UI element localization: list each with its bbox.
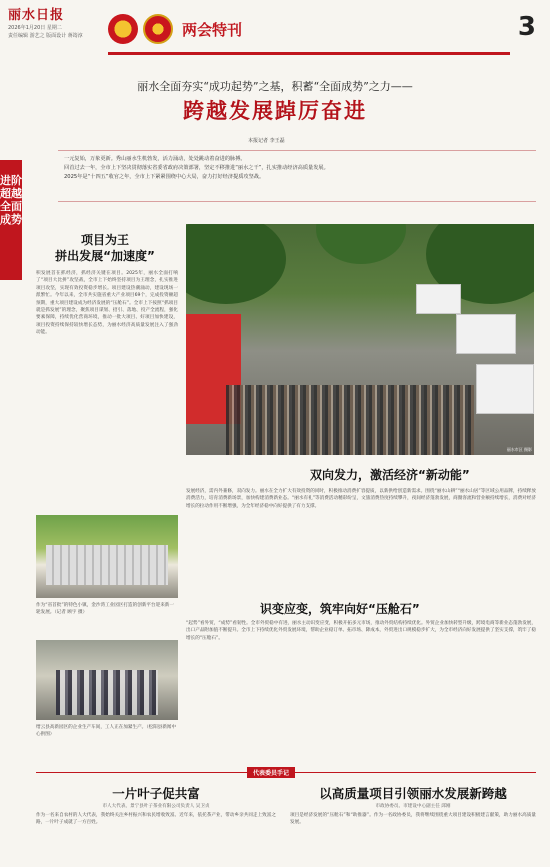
editors-line: 责任编辑 游艺之 版面设计 蒋筠淳 [8, 33, 83, 39]
right-article-title: 以高质量项目引领丽水发展新跨越 [319, 786, 507, 801]
side-banner-text: 全面 [0, 200, 22, 213]
side-banner-text: 进阶 [0, 174, 22, 187]
headline-kicker: 丽水全面夯实“成功起势”之基，积蓄“全面成势”之力—— [137, 80, 413, 93]
byline: 本报记者 李王磊 [248, 138, 285, 144]
right-article-body: 项目是经济发展的“压舱石”和“助推器”。作为一名政协委员，我将继续围绕重大项目建设积极建言献策，助力丽水高质量发展。 [290, 813, 536, 826]
main-photo [186, 224, 534, 455]
left-article-title: 一片叶子促共富 [112, 786, 200, 801]
cppcc-emblem-icon [143, 14, 173, 44]
lede-paragraph: 一元复始，万象更新。秀山丽水生机勃发，活力涌动，处处跳动着奋进的脉搏。 [64, 156, 246, 162]
section2-title: 双向发力，激活经济“新动能” [310, 468, 470, 482]
paper-name: 丽水日报 [8, 8, 65, 23]
national-emblem-icon [108, 14, 138, 44]
headline-title: 跨越发展踔厉奋进 [183, 99, 367, 123]
lede-paragraph: 2025年是“十四五”收官之年，全市上下紧紧围绕中心大局，奋力打好经济提质攻坚战。 [64, 174, 265, 180]
section1-title-line1: 项目为王 [80, 233, 129, 247]
photo2-caption-text: 缙云县高新园区的企业生产车间，工人正在加紧生产。 [36, 725, 147, 730]
lede-paragraph: 回首过去一年，全市上下坚决贯彻落实省委省政府决策部署，坚定不移推进“丽水之干”，扎实推动经济高质量发展。 [64, 165, 329, 171]
side-banner [0, 160, 22, 280]
photo1-credit: （记者 顾宇 摄） [54, 610, 88, 615]
section2-body: 发展经济，需内外兼修，双向发力。丽水在全力扩大有效投资的同时，积极推动消费扩容提质，以新供给创造新需求。围绕“丽水山耕”“丽水山居”等区域公用品牌，持续释放消费活力，培育消费新场景，加快构建消费新业态。“丽水有礼”等消费活动精彩纷呈，文旅消费热度持续攀升，夜间经济蓬勃发展，商圈客流和营业额持续增长，消费对经济增长的拉动作用不断增强，为全年经济稳中向好提供了有力支撑。 [186, 489, 536, 509]
section3-title: 识变应变，筑牢向好“压舱石” [260, 602, 420, 616]
photo2-caption [36, 724, 178, 738]
section1-body: 积发展首在抓经济，抓经济关键在项目。2025年，丽水全面打响了“项目大比拼”攻坚战，全市上下始终坚持项目为王理念，扎实推进项目攻坚，实现有效投资稳步增长。项目建设热潮涌动，建设现场一派繁忙。今年以来，全市共实施省重大产业项目69个，完成投资额超预期，重大项目建设成为经济发展的“压舱石”。全市上下按照“抓项目就是抓发展”的理念，聚焦项目谋划、招引、落地、投产全流程，强化要素保障，持续优化营商环境，推动一批大项目、好项目加快建设，项目投资持续保持较快增长态势，为丽水经济高质量发展注入了强劲动能。 [36, 271, 178, 336]
section-label: 两会特刊 [182, 21, 243, 39]
lede-box [58, 150, 536, 202]
factory-photo [36, 640, 178, 720]
header-rule [108, 52, 510, 55]
left-article-body: 作为一名来自农村的人大代表，我始终关注乡村振兴和农民增收致富。近年来，依托茶产业，带动乡亲共同走上致富之路，一片叶子成就了一方百姓。 [36, 813, 276, 826]
main-photo-caption: 丽水市区 摄影 [506, 447, 532, 452]
reps-notes-tag: 代表委员手记 [247, 767, 295, 778]
issue-meta [8, 24, 83, 40]
right-article-author: 市政协委员、市建设中心副主任 邱刚 [375, 804, 451, 809]
photo2-credit: （松阳县新闻中心供图） [36, 725, 177, 737]
date-line: 2026年1月20日 星期二 [8, 25, 62, 31]
section1-title [35, 232, 175, 264]
side-banner-text: 超越 [0, 187, 22, 200]
left-article-author: 市人大代表、景宁县叶子茶业有限公司负责人 吴卫贞 [102, 804, 210, 809]
photo1-caption-text: 作为“省首批”的特色小镇，金沙湾工业园区打造的创新平台迎来新一轮发展。 [36, 603, 174, 615]
side-banner-text: 成势 [0, 213, 22, 226]
section3-body: “起势”看外贸，“成势”看韧性。全市外贸稳中有进，丽水主动识变应变，积极开拓多元市场，推动外贸结构持续优化。外贸企业加快转型升级，跨境电商等新业态蓬勃发展，出口产品附加值不断提升。全市上下持续优化外贸发展环境，帮助企业稳订单、拓市场、降成本，外贸进出口规模稳步扩大，为全市经济向好发展提供了坚实支撑，筑牢了稳增长的“压舱石”。 [186, 621, 536, 641]
photo1-caption [36, 602, 178, 616]
masthead [0, 0, 550, 62]
industrial-park-photo [36, 515, 178, 598]
section1-title-line2: 拼出发展“加速度” [55, 249, 155, 263]
page-number: 3 [517, 12, 536, 42]
